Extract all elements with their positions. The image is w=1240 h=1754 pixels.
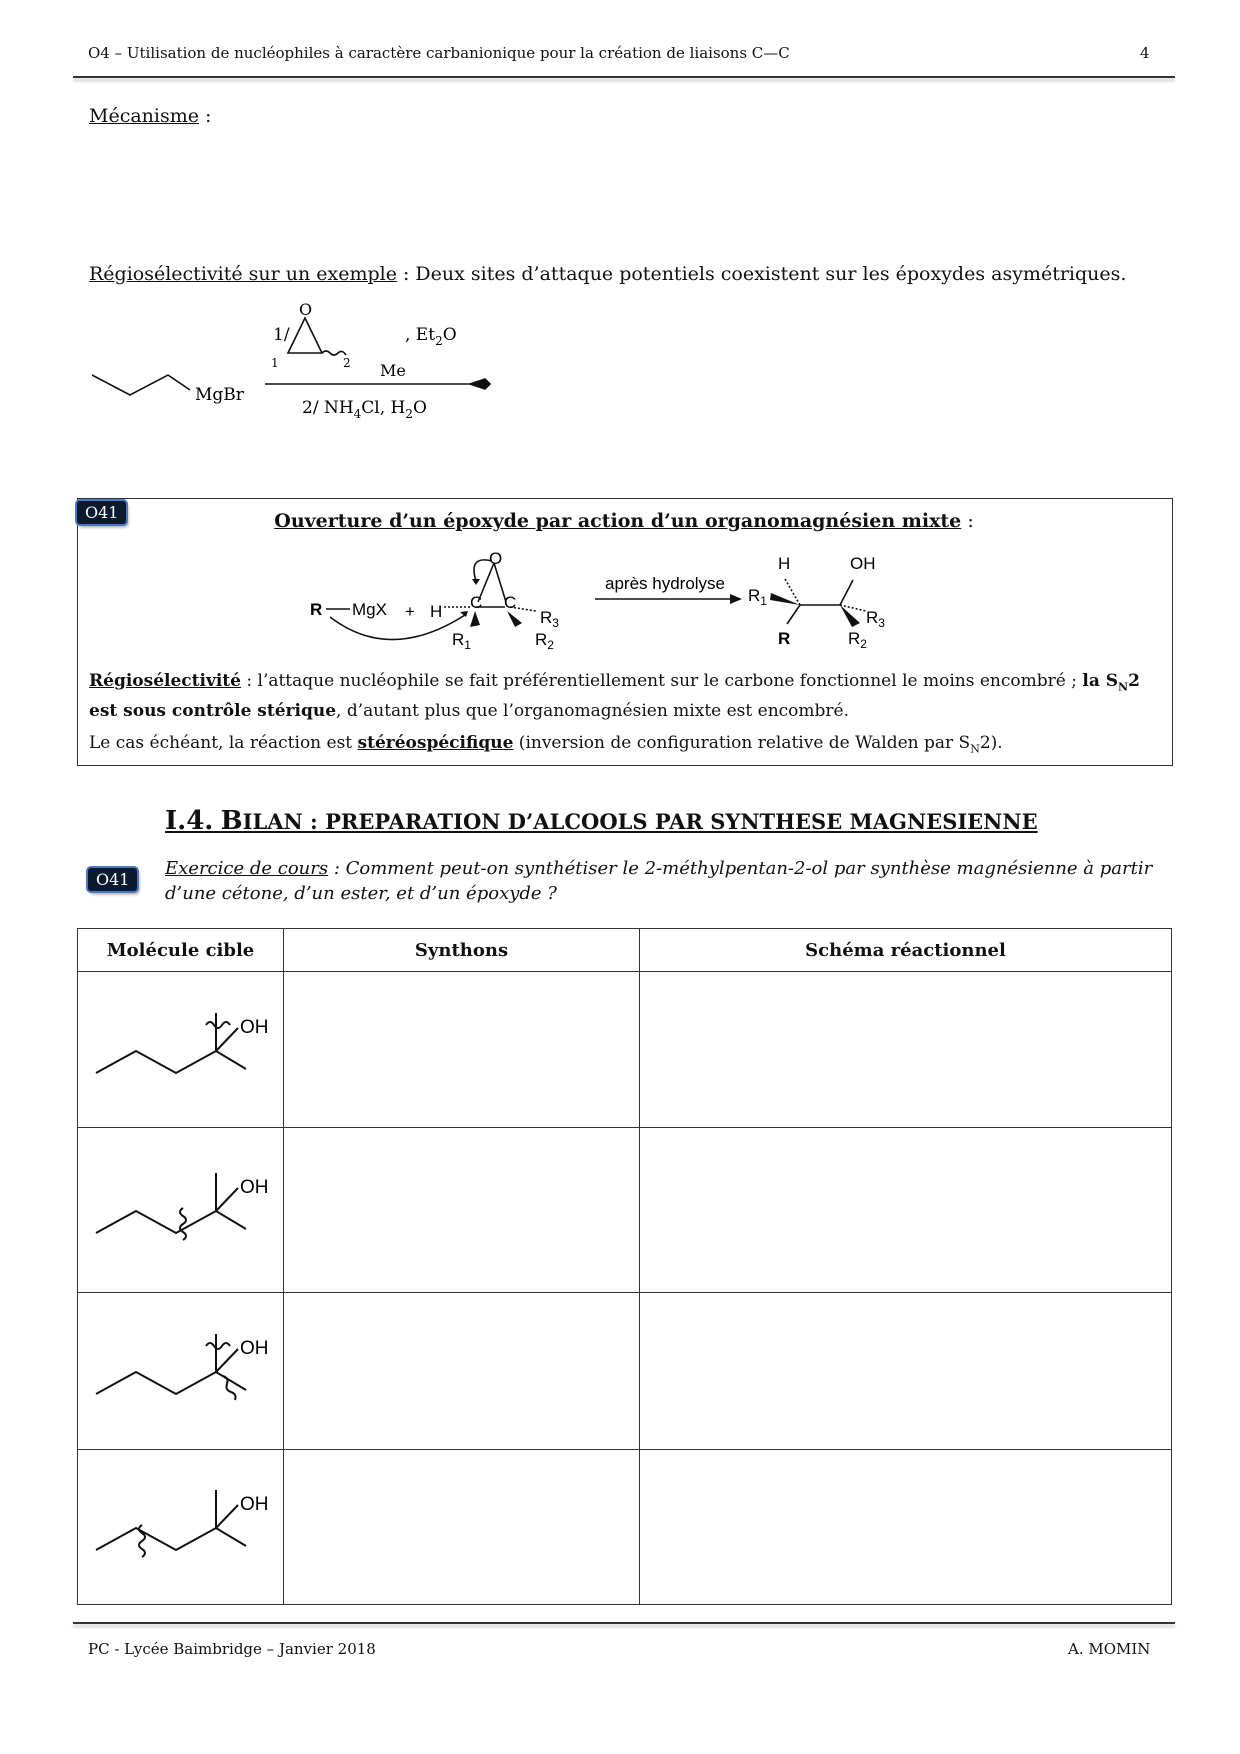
- product-r1-wedge: [770, 593, 800, 605]
- synthons-cell[interactable]: [284, 972, 640, 1128]
- product-r1-label: $R_1$: [748, 586, 767, 608]
- section-heading: [165, 806, 1038, 836]
- synthons-cell[interactable]: [284, 1293, 640, 1450]
- regio-example-heading: [89, 263, 1169, 285]
- position-1-label: 1: [271, 356, 279, 370]
- regio-example-label: Régiosélectivité sur un exemple: [89, 263, 397, 285]
- target-molecule-3: [78, 1294, 278, 1444]
- product-h-label: H: [778, 554, 791, 573]
- regio-bold: la $S_N2$ est sous contrôle stérique: [89, 671, 1140, 722]
- o-label: O: [489, 549, 503, 568]
- product-oh-label: OH: [850, 554, 876, 573]
- mecanisme-colon: :: [199, 105, 212, 127]
- oh-label: OH: [240, 1494, 269, 1515]
- target-molecule-2: [78, 1128, 278, 1288]
- schema-cell[interactable]: [640, 1128, 1172, 1293]
- header-molecule-cible: Molécule cible: [78, 929, 284, 972]
- mgbr-label: MgBr: [195, 385, 244, 405]
- section-number: I.4.: [165, 806, 214, 836]
- hydrolysis-label: après hydrolyse: [605, 574, 726, 593]
- target-molecule-4: [78, 1450, 278, 1600]
- regio-text-2: , d’autant plus que l’organomagnésien mixte est encombré.: [336, 701, 849, 722]
- product-r2-label: $R_2$: [848, 629, 867, 651]
- target-molecule-1: [78, 973, 278, 1123]
- hydrolysis-arrowhead: [730, 594, 742, 604]
- propyl-chain: [92, 375, 190, 395]
- c1-label: C: [470, 593, 483, 612]
- methyl-label: Me: [380, 361, 406, 380]
- product-r-bond: [787, 605, 800, 624]
- header-rule: [73, 76, 1175, 78]
- oh-label: OH: [240, 1177, 269, 1198]
- section-title-cap: B: [220, 806, 243, 836]
- oh-label: OH: [240, 1016, 269, 1038]
- r2-label: $R_2$: [535, 630, 554, 652]
- grignard-epoxide-scheme: [80, 295, 520, 430]
- reaction-arrowhead: [470, 379, 490, 389]
- molecule-cell: [78, 972, 284, 1128]
- box-title-colon: :: [961, 510, 974, 532]
- r-label: R: [310, 600, 323, 619]
- header-title: O4 – Utilisation de nucléophiles à caractère carbanionique pour la création de liaisons C—C: [88, 44, 790, 62]
- step2-label: 2/ $NH_4Cl$, $H_2O$: [302, 398, 427, 421]
- molecule-cell: [78, 1450, 284, 1605]
- table-header-row: [78, 929, 1172, 972]
- oh-label: OH: [240, 1338, 269, 1359]
- attack-arrow: [330, 615, 465, 640]
- epoxide-ring: [288, 318, 322, 353]
- wavy-bond: [322, 351, 346, 355]
- box-tag-o41: O41: [77, 501, 126, 524]
- molecule-cell: [78, 1293, 284, 1450]
- synthesis-table: [77, 928, 1172, 1605]
- regio-text-1: : l’attaque nucléophile se fait préférentiellement sur le carbone fonctionnel le moins encombré ;: [240, 671, 1083, 691]
- epoxide-o-label: O: [299, 300, 313, 319]
- product-r-label: R: [778, 629, 791, 648]
- exercise-tag-o41: O41: [88, 868, 137, 891]
- solvent-label: , $Et_2O$: [405, 325, 457, 348]
- stereo-bold: stéréospécifique: [357, 733, 514, 753]
- synthons-cell[interactable]: [284, 1450, 640, 1605]
- footer-left: PC - Lycée Baimbridge – Janvier 2018: [88, 1640, 376, 1658]
- h-label: H: [430, 602, 443, 621]
- exercise-question: : Comment peut-on synthétiser le 2-méthylpentan-2-ol par synthèse magnésienne à partir d’une cétone, d’un ester, et d’un époxyde ?: [165, 858, 1153, 904]
- page-number: 4: [1140, 44, 1150, 62]
- c2-label: C: [504, 593, 517, 612]
- box-title: [77, 510, 1171, 532]
- mecanisme-label: Mécanisme: [89, 105, 199, 127]
- regio-example-text: : Deux sites d’attaque potentiels coexistent sur les époxydes asymétriques.: [396, 263, 1127, 285]
- stereospecific-paragraph: Le cas échéant, la réaction est stéréospécifique (inversion de configuration relative de Walden par $S_N2$).: [89, 733, 1003, 756]
- product-r3-label: $R_3$: [866, 608, 885, 630]
- step1-label: 1/: [273, 325, 290, 345]
- table-row: [78, 1450, 1172, 1605]
- electron-arrowhead: [472, 579, 480, 585]
- header-schema-reactionnel: Schéma réactionnel: [640, 929, 1172, 972]
- table-row: [78, 972, 1172, 1128]
- mgx-label: MgX: [352, 600, 387, 619]
- r3-label: $R_3$: [540, 608, 559, 630]
- schema-cell[interactable]: [640, 1450, 1172, 1605]
- regio-label: Régiosélectivité: [89, 671, 241, 691]
- position-2-label: 2: [343, 356, 351, 370]
- header-synthons: Synthons: [284, 929, 640, 972]
- r2-wedge: [507, 611, 522, 627]
- table-row: [78, 1128, 1172, 1293]
- exercise-label: Exercice de cours: [165, 858, 329, 879]
- schema-cell[interactable]: [640, 1293, 1172, 1450]
- product-oh-bond: [840, 580, 853, 605]
- table-row: [78, 1293, 1172, 1450]
- footer-right: A. MOMIN: [1068, 1640, 1151, 1658]
- exercise-text: [165, 856, 1165, 906]
- regioselectivity-paragraph: [89, 669, 1164, 724]
- r1-label: $R_1$: [452, 630, 471, 652]
- r1-wedge: [470, 611, 480, 627]
- epoxide-opening-scheme: [300, 545, 960, 655]
- schema-cell[interactable]: [640, 972, 1172, 1128]
- box-title-text: Ouverture d’un époxyde par action d’un organomagnésien mixte: [274, 510, 962, 532]
- section-title-rest: ILAN : PREPARATION D’ALCOOLS PAR SYNTHESE MAGNESIENNE: [242, 809, 1038, 834]
- plus-sign: +: [405, 602, 415, 621]
- molecule-cell: [78, 1128, 284, 1293]
- synthons-cell[interactable]: [284, 1128, 640, 1293]
- footer-rule: [73, 1622, 1175, 1624]
- mecanisme-heading: [89, 105, 211, 127]
